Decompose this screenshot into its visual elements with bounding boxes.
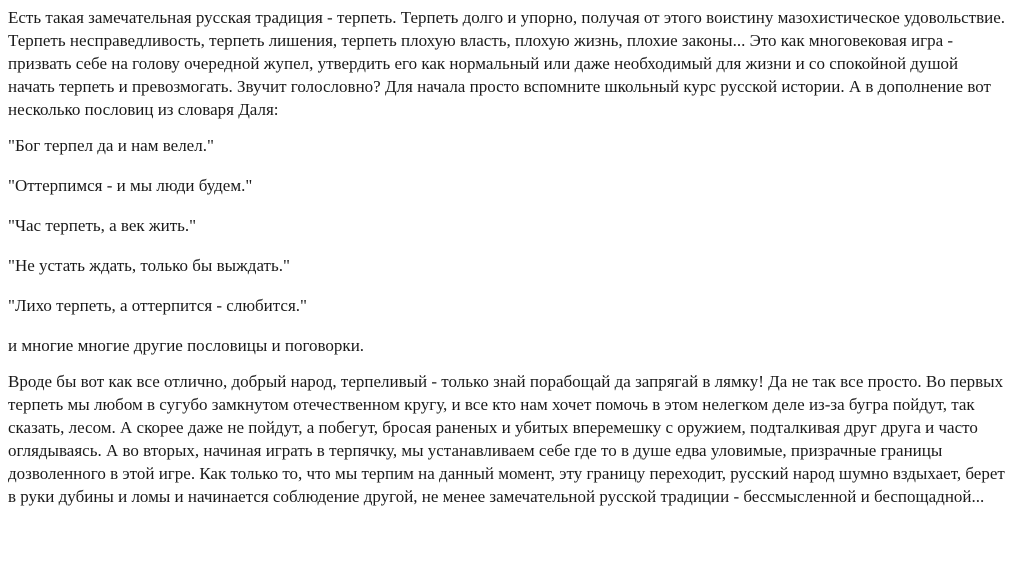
closing-line: и многие многие другие пословицы и поговорки. [8,336,365,355]
proverb-2: "Оттерпимся - и мы люди будем." [8,176,253,195]
document-page [8,6,1008,508]
intro-paragraph: Есть такая замечательная русская традиция - терпеть. Терпеть долго и упорно, получая от этого воистину мазохистическое удовольствие. Терпеть несправедливость, терпеть лишения, терпеть плохую власть, плохую жизнь, плохие законы... Это как многовековая игра - призвать себе на голову очередной жупел, утвердить его как нормальный или даже необходимый для жизни и со спокойной душой начать терпеть и превозмогать. Звучит голословно? Для начала просто вспомните школьный курс русской истории. А в дополнение вот несколько пословиц из словаря Даля: [8,8,1005,119]
proverb-5: "Лихо терпеть, а оттерпится - слюбится." [8,296,307,315]
final-paragraph: Вроде бы вот как все отлично, добрый народ, терпеливый - только знай порабощай да запрягай в лямку! Да не так все просто. Во первых терпеть мы любом в сугубо замкнутом отечественном кругу, и все кто нам хочет помочь в этом нелегком деле из-за бугра пойдут, так сказать, лесом. А скорее даже не пойдут, а побегут, бросая раненых и убитых вперемешку с оружием, подталкивая друг друга и часто оглядываясь. А во вторых, начиная играть в терпячку, мы устанавливаем себе где то в душе едва уловимые, призрачные границы дозволенного в этой игре. Как только то, что мы терпим на данный момент, эту границу переходит, русский народ шумно вздыхает, берет в руки дубины и ломы и начинается соблюдение другой, не менее замечательной русской традиции - бессмысленной и беспощадной... [8,372,1005,506]
proverb-3: "Час терпеть, а век жить." [8,216,197,235]
proverb-4: "Не устать ждать, только бы выждать." [8,256,290,275]
proverb-1: "Бог терпел да и нам велел." [8,136,214,155]
